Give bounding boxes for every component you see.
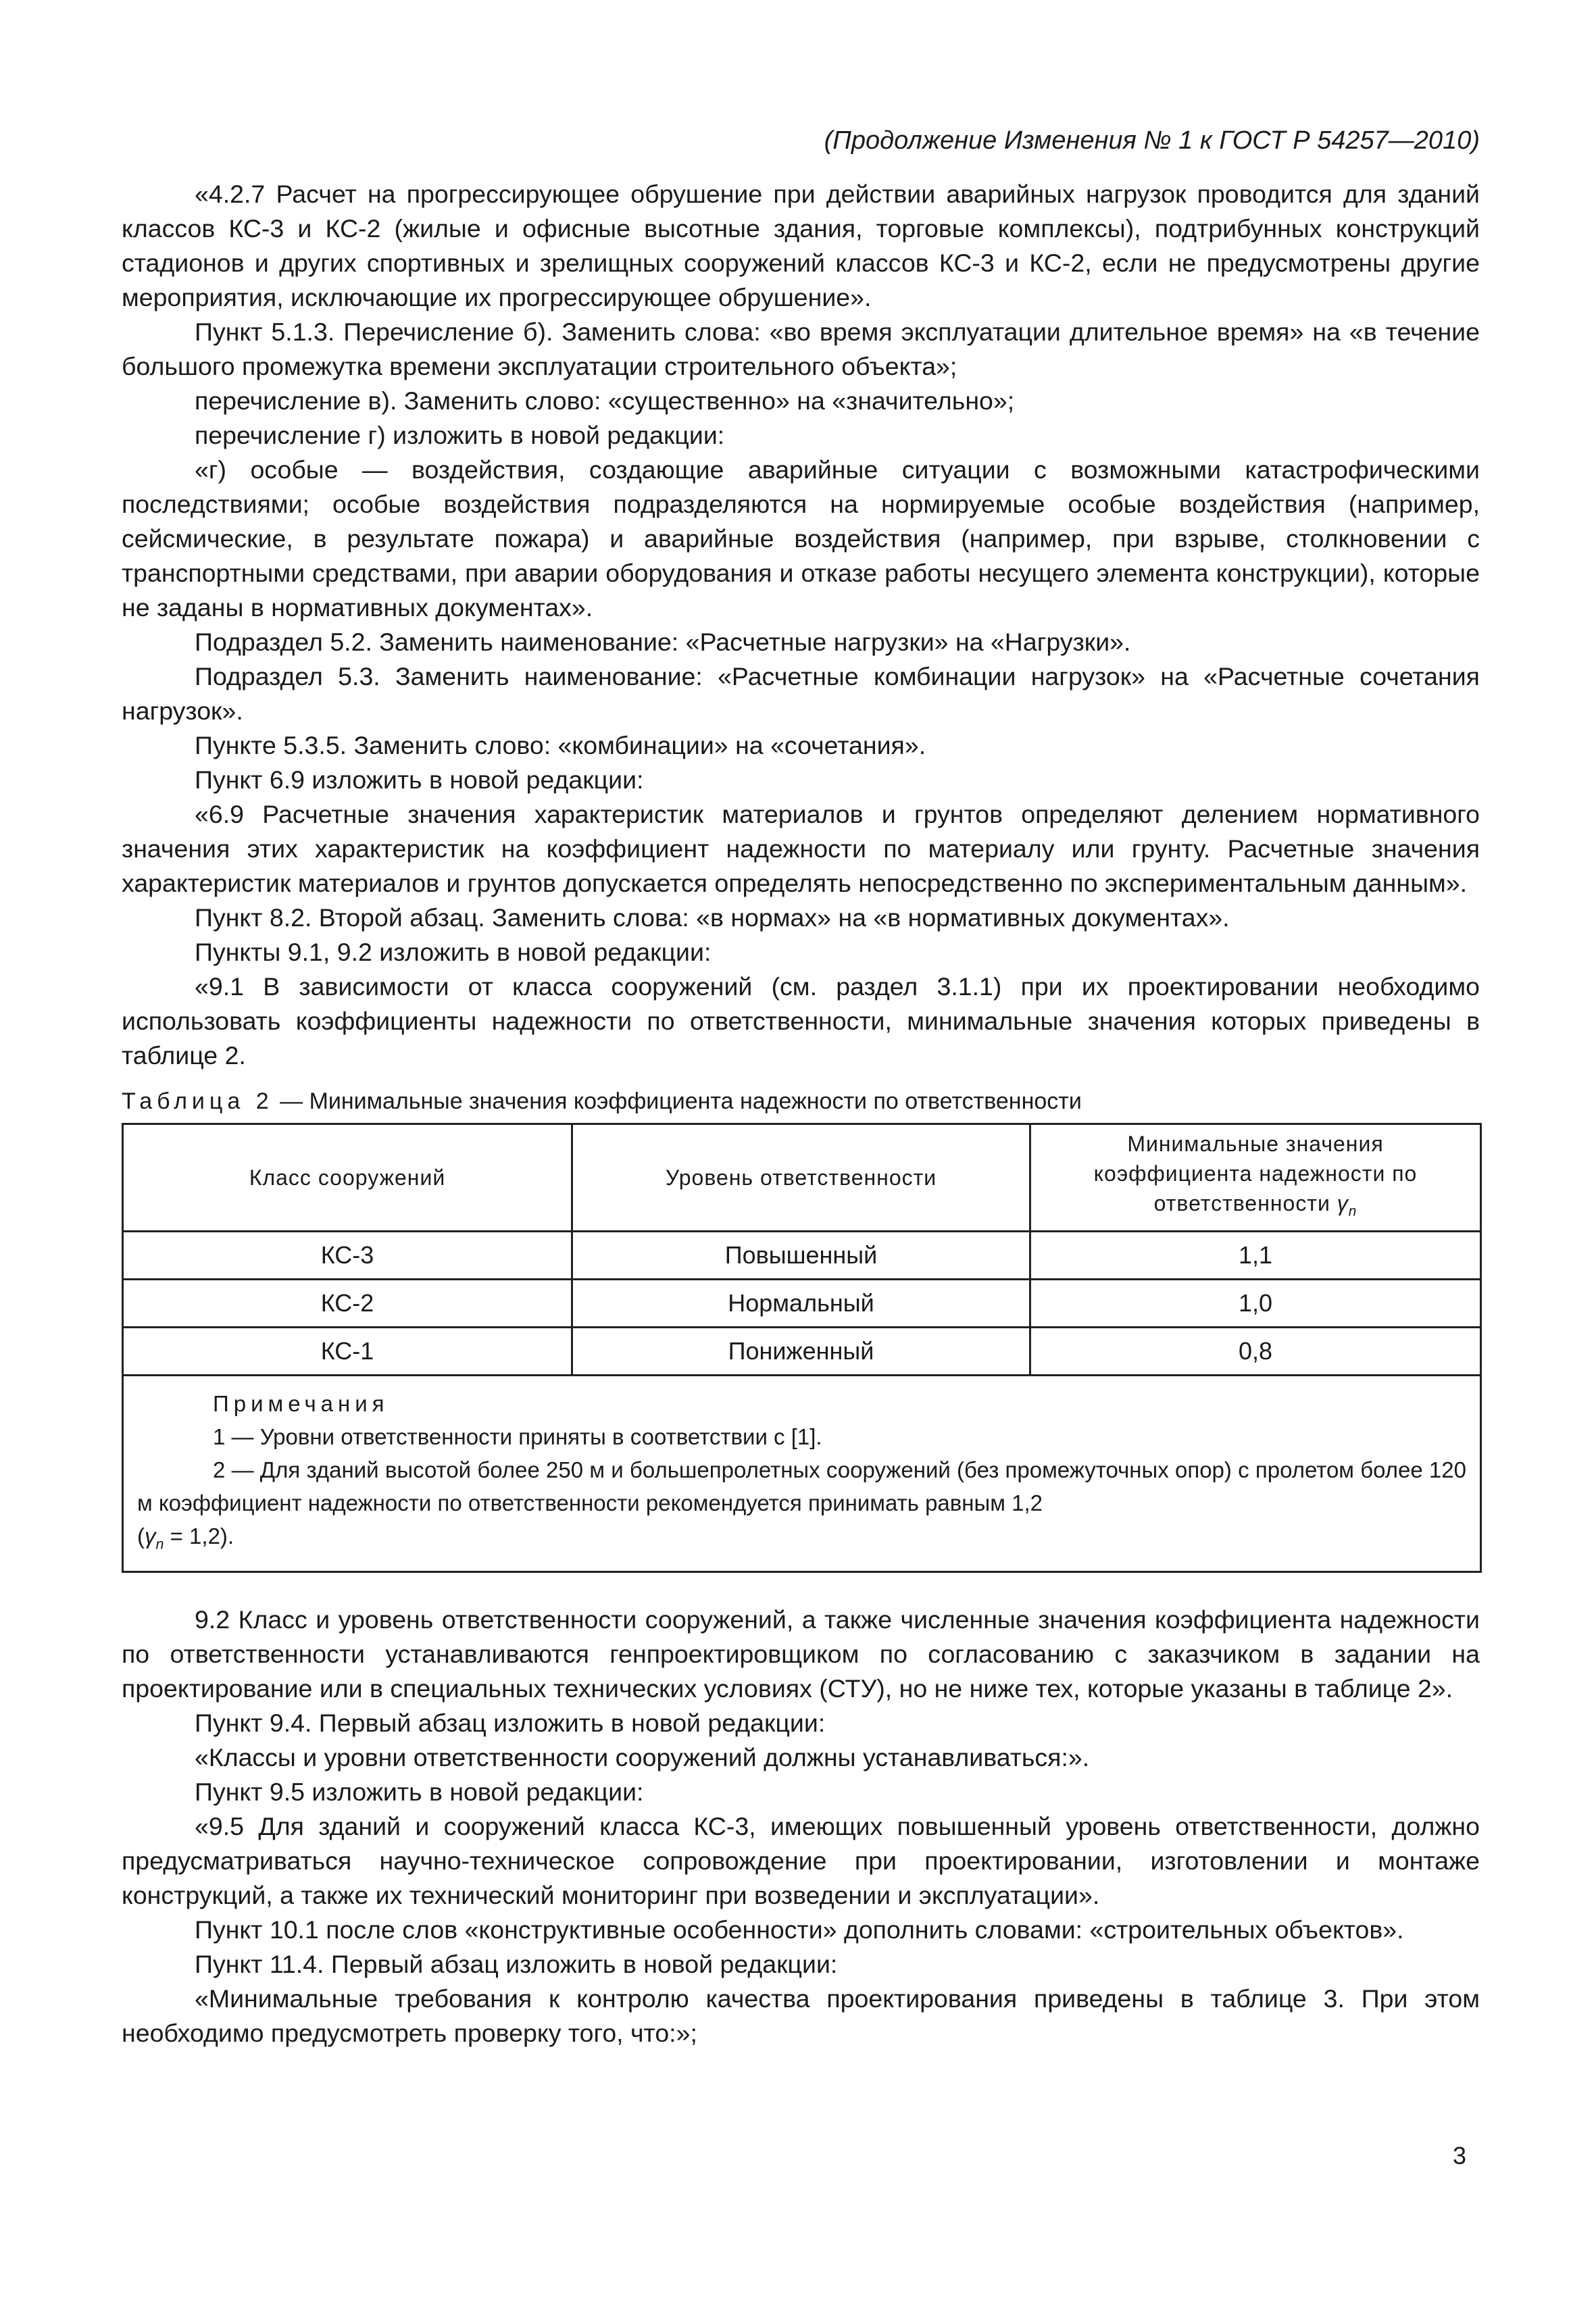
table-header-row xyxy=(123,1124,1481,1232)
running-header: (Продолжение Изменения № 1 к ГОСТ Р 54257—2010) xyxy=(824,126,1480,155)
header-class: Класс сооружений xyxy=(123,1124,572,1232)
paragraph: Пункт 9.5 изложить в новой редакции: xyxy=(195,1777,644,1806)
cell-class: КС-3 xyxy=(123,1232,572,1280)
paragraph: Пункты 9.1, 9.2 изложить в новой редакции: xyxy=(195,938,712,966)
note-item: 2 — Для зданий высотой более 250 м и большепролетных сооружений (без промежуточных опор) с пролетом более 120 м коэффициент надежности по ответственности рекомендуется принимать равным 1,2 xyxy=(137,1457,1466,1515)
paragraph: Пункте 5.3.5. Заменить слово: «комбинации» на «сочетания». xyxy=(195,731,926,759)
cell-level: Повышенный xyxy=(572,1232,1030,1280)
paragraph: Пункт 9.4. Первый абзац изложить в новой редакции: xyxy=(195,1708,826,1737)
page-number: 3 xyxy=(1453,2142,1467,2169)
table-notes xyxy=(123,1376,1481,1572)
responsibility-table xyxy=(122,1123,1482,1573)
cell-level: Пониженный xyxy=(572,1328,1030,1376)
table-row xyxy=(123,1328,1481,1376)
note-item: 1 — Уровни ответственности приняты в соответствии с [1]. xyxy=(213,1424,822,1449)
table-caption xyxy=(122,1085,1480,1117)
header-coef-text: Минимальные значения коэффициента надежности по ответственности xyxy=(1093,1131,1418,1215)
cell-value: 1,1 xyxy=(1030,1232,1481,1280)
paragraph: «Минимальные требования к контролю качества проектирования приведены в таблице 3. При этом необходимо предусмотреть проверку того, что:»; xyxy=(122,1984,1480,2047)
paragraph: 9.2 Класс и уровень ответственности сооружений, а также численные значения коэффициента надежности по ответственности устанавливаются генпроектировщиком по согласованию с заказчиком в задании на проектирование или в специальных технических условиях (СТУ), но не ниже тех, которые указаны в таблице 2». xyxy=(122,1605,1480,1703)
header-level: Уровень ответственности xyxy=(572,1124,1030,1232)
paragraph: Подраздел 5.3. Заменить наименование: «Расчетные комбинации нагрузок» на «Расчетные сочетания нагрузок». xyxy=(122,662,1480,725)
paragraph: перечисление в). Заменить слово: «существенно» на «значительно»; xyxy=(195,386,1015,415)
paragraph: «9.5 Для зданий и сооружений класса КС-3, имеющих повышенный уровень ответственности, должно предусматриваться научно-техническое сопровождение при проектировании, изготовлении и монтаже конструкций, а также их технический мониторинг при возведении и эксплуатации». xyxy=(122,1811,1480,1909)
gamma-subscript: n xyxy=(155,1536,164,1553)
paragraph: «9.1 В зависимости от класса сооружений (см. раздел 3.1.1) при их проектировании необходимо использовать коэффициенты надежности по ответственности, минимальные значения которых приведены в таблице 2. xyxy=(122,972,1480,1070)
document-page xyxy=(122,122,1480,2051)
table-notes-row xyxy=(123,1376,1481,1572)
paragraph: «4.2.7 Расчет на прогрессирующее обрушение при действии аварийных нагрузок проводится для зданий классов КС-3 и КС-2 (жилые и офисные высотные здания, торговые комплексы), подтрибунных конструкций стадионов и других спортивных и зрелищных сооружений классов КС-3 и КС-2, если не предусмотрены другие мероприятия, исключающие их прогрессирующее обрушение». xyxy=(122,180,1480,311)
table-row xyxy=(123,1280,1481,1328)
cell-value: 1,0 xyxy=(1030,1280,1481,1328)
note-formula: $(\gamma_n = 1,2)$. xyxy=(137,1524,234,1553)
table-caption-label: Таблица 2 xyxy=(122,1088,274,1114)
notes-title: Примечания xyxy=(213,1391,389,1416)
body-text-after-table xyxy=(122,1603,1480,2051)
note-formula-value: = 1,2). xyxy=(164,1524,234,1549)
table-row xyxy=(123,1232,1481,1280)
gamma-symbol: γ xyxy=(1337,1190,1349,1215)
paragraph: «6.9 Расчетные значения характеристик материалов и грунтов определяют делением нормативного значения этих характеристик на коэффициент надежности по материалу или грунту. Расчетные значения характеристик материалов и грунтов допускается определять непосредственно по экспериментальным данным». xyxy=(122,800,1480,897)
paragraph: перечисление г) изложить в новой редакции: xyxy=(195,421,725,449)
gamma-subscript: n xyxy=(1348,1203,1357,1219)
table-caption-text: — Минимальные значения коэффициента надежности по ответственности xyxy=(273,1088,1082,1114)
cell-class: КС-2 xyxy=(123,1280,572,1328)
paragraph: Пункт 11.4. Первый абзац изложить в новой редакции: xyxy=(195,1949,838,1978)
paragraph: «Классы и уровни ответственности сооружений должны устанавливаться:». xyxy=(195,1742,1090,1771)
paragraph: «г) особые — воздействия, создающие аварийные ситуации с возможными катастрофическими последствиями; особые воздействия подразделяются на нормируемые особые воздействия (например, сейсмические, в результате пожара) и аварийные воздействия (например, при взрыве, столкновении с транспортными средствами, при аварии оборудования и отказе работы несущего элемента конструкции), которые не заданы в нормативных документах». xyxy=(122,455,1480,622)
header-coef xyxy=(1030,1124,1481,1232)
paragraph: Пункт 8.2. Второй абзац. Заменить слова: «в нормах» на «в нормативных документах». xyxy=(195,903,1230,932)
paragraph: Пункт 5.1.3. Перечисление б). Заменить слова: «во время эксплуатации длительное время» на «в течение большого промежутка времени эксплуатации строительного объекта»; xyxy=(122,318,1480,380)
body-text-before-table xyxy=(122,177,1480,1073)
cell-level: Нормальный xyxy=(572,1280,1030,1328)
paragraph: Подраздел 5.2. Заменить наименование: «Расчетные нагрузки» на «Нагрузки». xyxy=(195,628,1131,656)
gamma-symbol: γ xyxy=(145,1524,156,1549)
cell-class: КС-1 xyxy=(123,1328,572,1376)
paragraph: Пункт 10.1 после слов «конструктивные особенности» дополнить словами: «строительных объектов». xyxy=(195,1915,1404,1944)
cell-value: 0,8 xyxy=(1030,1328,1481,1376)
paragraph: Пункт 6.9 изложить в новой редакции: xyxy=(195,765,644,794)
